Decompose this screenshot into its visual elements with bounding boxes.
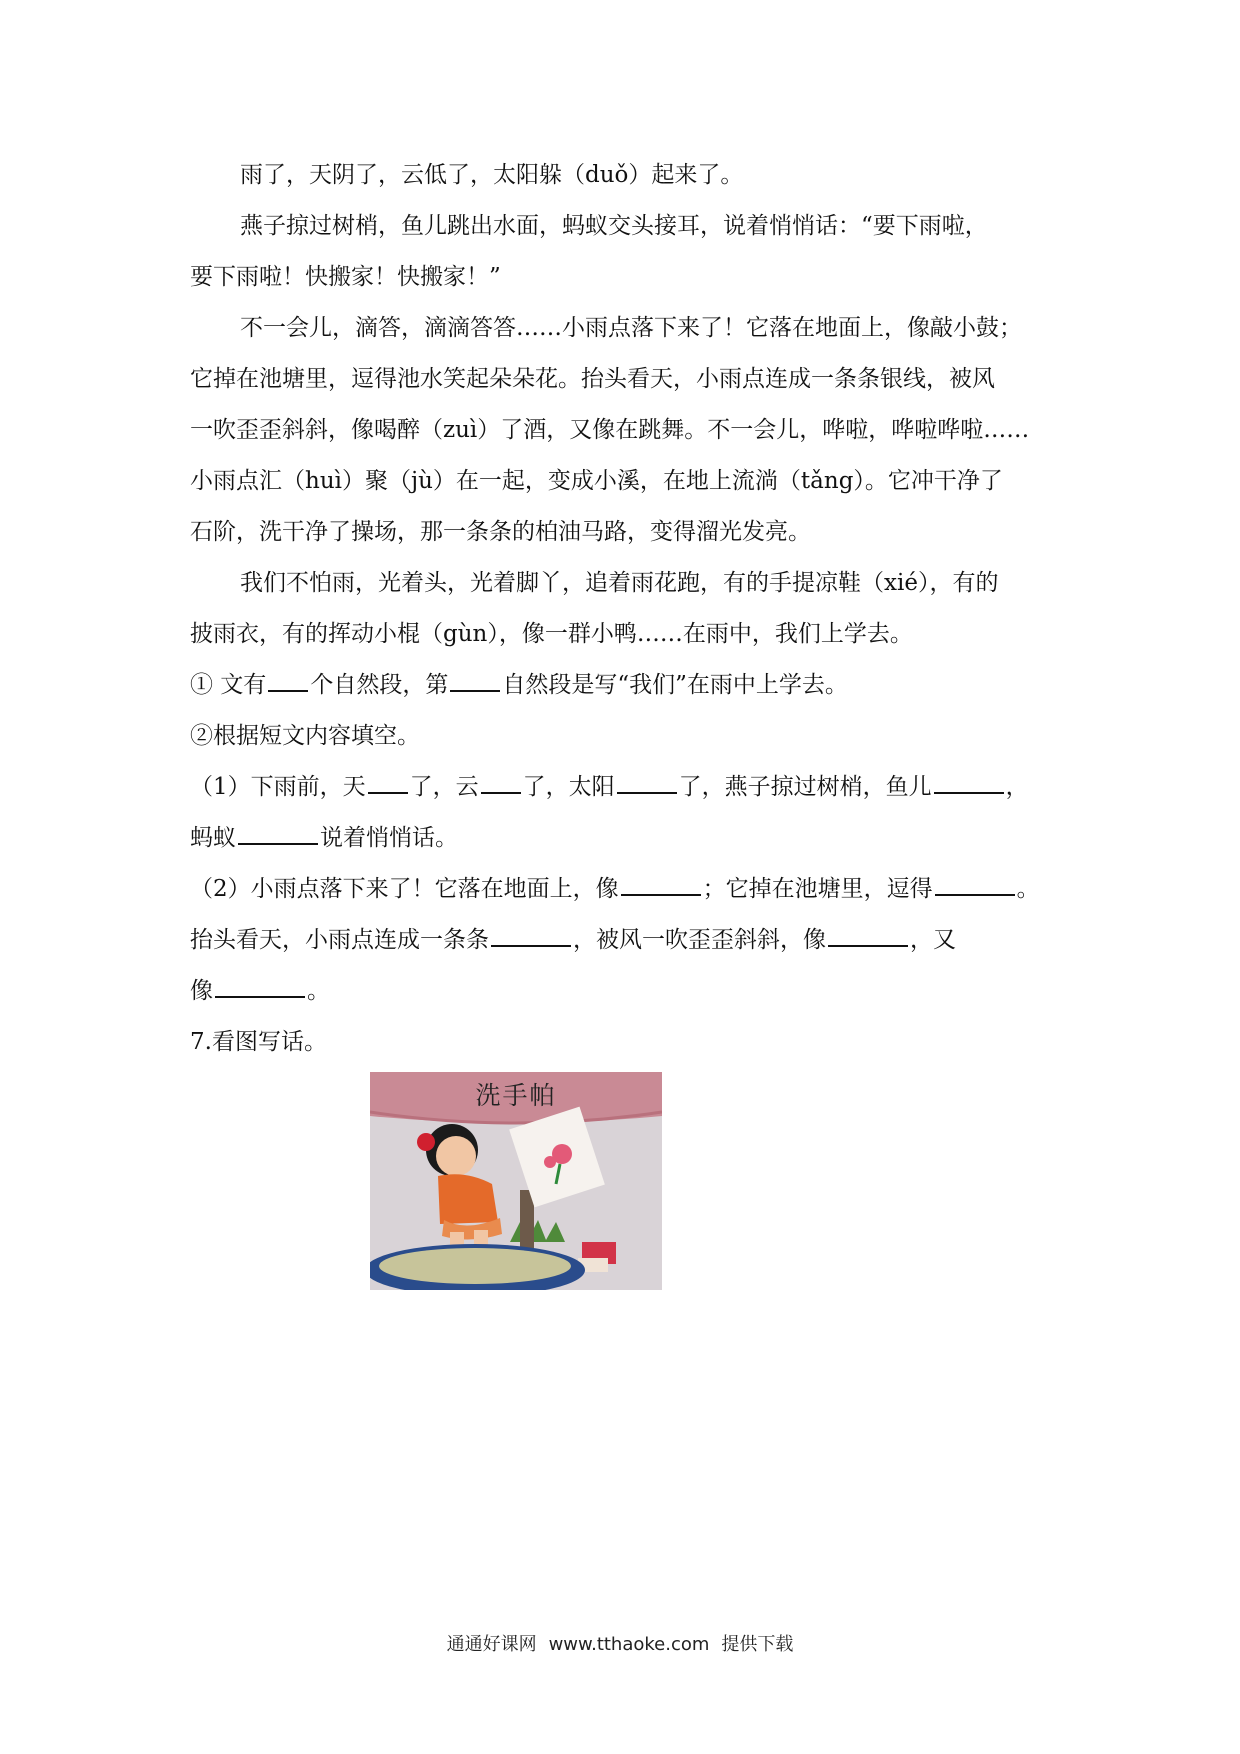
answer-blank[interactable]: [935, 872, 1015, 896]
question-text: ；它掉在池塘里，逗得: [702, 876, 933, 902]
question-text: 了，云: [409, 774, 479, 800]
sub-question-1: [190, 762, 1060, 813]
footer-url-link[interactable]: www.tthaoke.com: [548, 1634, 710, 1655]
question-text: 。: [1016, 876, 1040, 902]
question-2: ②根据短文内容填空。: [190, 723, 420, 749]
answer-blank[interactable]: [828, 923, 908, 947]
question-text: 个自然段，第: [310, 672, 449, 698]
answer-blank[interactable]: [481, 770, 521, 794]
answer-blank[interactable]: [368, 770, 408, 794]
question-text: （2）小雨点落下来了！它落在地面上，像: [190, 876, 619, 902]
passage-line: 燕子掠过树梢，鱼儿跳出水面，蚂蚁交头接耳，说着悄悄话：“要下雨啦，: [240, 213, 988, 239]
answer-blank[interactable]: [621, 872, 701, 896]
passage-line: 不一会儿，滴答，滴滴答答……小雨点落下来了！它落在地面上，像敲小鼓；: [240, 315, 1022, 341]
question-text: 抬头看天，小雨点连成一条条: [190, 927, 489, 953]
question-text: 蚂蚁: [190, 825, 236, 851]
question-1: [190, 660, 1060, 711]
passage-line: 一吹歪歪斜斜，像喝醉（zuì）了酒，又像在跳舞。不一会儿，哗啦，哗啦哗啦……: [190, 417, 1030, 443]
question-text: ，被风一吹歪歪斜斜，像: [573, 927, 826, 953]
question-text: 了，燕子掠过树梢，鱼儿: [678, 774, 932, 800]
question-text: ，: [1005, 774, 1029, 800]
illustration-title: 洗手帕: [475, 1081, 557, 1110]
passage-line: 我们不怕雨，光着头，光着脚丫，追着雨花跑，有的手提凉鞋（xié），有的: [240, 570, 999, 596]
answer-blank[interactable]: [238, 821, 318, 845]
question-text: （1）下雨前，天: [190, 774, 366, 800]
question-7: 7.看图写话。: [190, 1029, 327, 1055]
document-body: [190, 150, 1060, 1068]
page-footer: [0, 1630, 1240, 1656]
question-text: 。: [307, 978, 330, 1004]
answer-blank[interactable]: [450, 668, 500, 692]
question-text: 自然段是写“我们”在雨中上学去。: [502, 672, 848, 698]
sub-question-2-end: [190, 966, 1060, 1017]
answer-blank[interactable]: [215, 974, 305, 998]
question-text: ① 文有: [190, 672, 267, 698]
sub-question-2-cont: [190, 915, 1060, 966]
question-text: ，又: [910, 927, 956, 953]
passage-line: 雨了，天阴了，云低了，太阳躲（duǒ）起来了。: [240, 162, 744, 188]
sub-question-2: [190, 864, 1060, 915]
question-text: 了，太阳: [522, 774, 615, 800]
passage-line: 要下雨啦！快搬家！快搬家！”: [190, 264, 501, 290]
answer-blank[interactable]: [268, 668, 308, 692]
passage-line: 它掉在池塘里，逗得池水笑起朵朵花。抬头看天，小雨点连成一条条银线，被风: [190, 366, 995, 392]
answer-blank[interactable]: [617, 770, 677, 794]
answer-blank[interactable]: [934, 770, 1004, 794]
sub-question-1-cont: [190, 813, 1060, 864]
passage-line: 披雨衣，有的挥动小棍（gùn），像一群小鸭……在雨中，我们上学去。: [190, 621, 913, 647]
answer-blank[interactable]: [491, 923, 571, 947]
question-text: 说着悄悄话。: [320, 825, 458, 851]
footer-action: 提供下载: [721, 1634, 794, 1655]
illustration-picture: [370, 1072, 662, 1290]
question-text: 像: [190, 978, 213, 1004]
passage-line: 小雨点汇（huì）聚（jù）在一起，变成小溪，在地上流淌（tǎng）。它冲干净了: [190, 468, 1003, 494]
passage-line: 石阶，洗干净了操场，那一条条的柏油马路，变得溜光发亮。: [190, 519, 811, 545]
footer-site-name: 通通好课网: [446, 1634, 537, 1655]
